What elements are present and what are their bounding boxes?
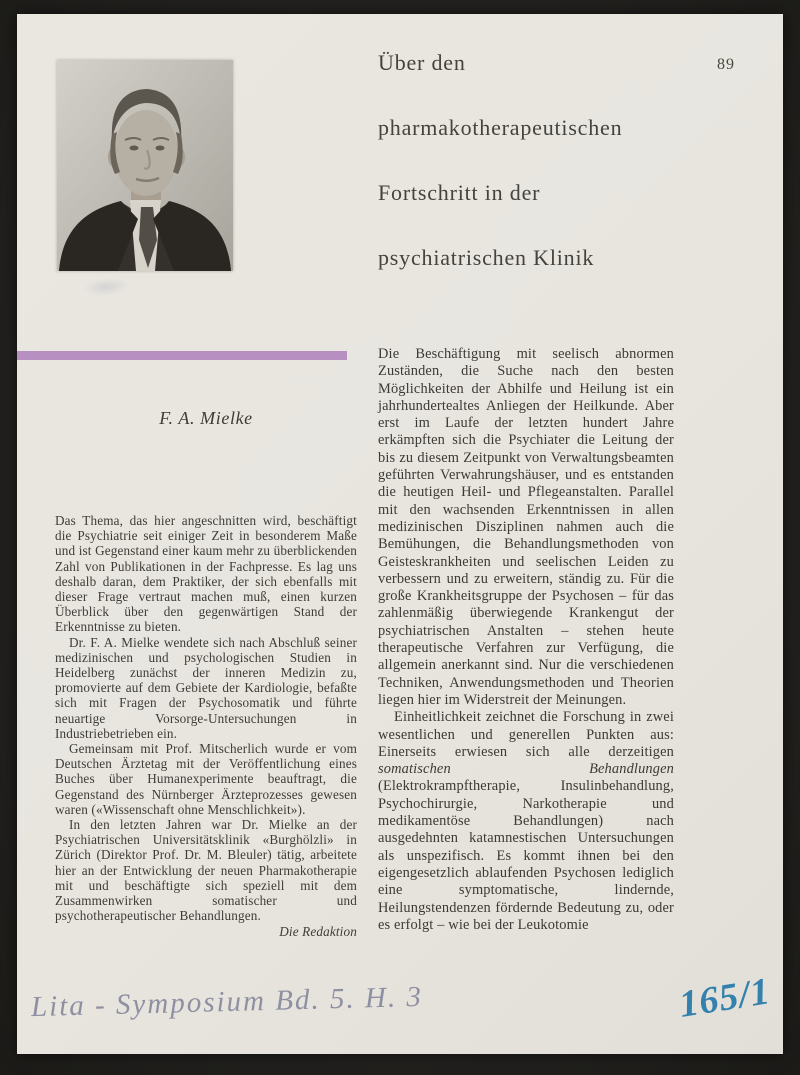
article-text-emphasis: somatischen Behandlungen [378,761,674,778]
document-page [17,14,783,1054]
article-text-segment: (Elektrokrampftherapie, Insulinbehandlung, Psychochirurgie, Narkotherapie und medikamentöse Behandlungen) nach ausgedehnten katamnestischen Untersuchungen als unspezifisch. Es kommt ihnen bei den eigengesetzlich ablaufenden Psychosen lediglich eine symptomatische, lindernde, Heilungstendenzen fördernde Bedeutung zu, oder es erfolgt – wie bei der Leukotomie [378,778,674,933]
handwritten-shelf-mark: 165/1 [676,970,774,1026]
portrait-photo [57,60,233,271]
article-title-line: Fortschritt in der [378,180,541,205]
article-title-line: psychiatrischen Klinik [378,245,595,270]
editorial-column [55,513,357,940]
editorial-paragraph: Gemeinsam mit Prof. Mitscherlich wurde er vom Deutschen Ärztetag mit der Veröffentlichung eines Buches über Humanexperimente beauftragt, die Gegenstand des Nürnberger Ärzteprozesses gewesen waren («Wissenschaft ohne Menschlichkeit»). [55,741,357,817]
article-text-segment: Einheitlichkeit zeichnet die Forschung in zwei wesentlichen und generellen Punkten aus: Einerseits erwiesen sich alle derzeitigen [378,709,674,760]
pencil-smudge [82,276,130,299]
editorial-signature: Die Redaktion [279,924,357,940]
accent-bar [17,351,347,360]
article-title [378,50,708,310]
article-paragraph: Die Beschäftigung mit seelisch abnormen Zuständen, die Suche nach den besten Möglichkeiten der Abhilfe und Heilung ist ein jahrhundertealtes Anliegen der Heilkunde. Aber erst im Laufe der letzten hundert Jahre erkämpften sich die Psychiater die Leitung der bis zu diesem Zeitpunkt von Verwaltungsbeamten geführten Verwahrungshäuser, und es entstanden die heutigen Heil- und Pflegeanstalten. Parallel mit den wachsenden Erkenntnissen in allen medizinischen Disziplinen nahmen auch die Bemühungen, die Behandlungsmethoden von Geisteskrankheiten und seelischen Leiden zu verbessern und zu erweitern, ständig zu. Für die große Krankheitsgruppe der Psychosen – für das zahlenmäßig überwiegende Krankengut der psychiatrischen Anstalten – stehen heute therapeutische Verfahren zur Verfügung, die allgemein anerkannt sind. Nur die verschiedenen Techniken, Anwendungsmethoden und Theorien liegen hier im Widerstreit der Meinungen. [378,346,674,708]
editorial-paragraph: Das Thema, das hier angeschnitten wird, beschäftigt die Psychiatrie seit einiger Zeit in besonderem Maße und ist Gegenstand einer kaum mehr zu überblickenden Zahl von Publikationen in der Fachpresse. Es lag uns deshalb daran, dem Praktiker, der sich ebenfalls mit dieser Frage vertraut machen muß, einen kurzen Überblick über den gegenwärtigen Stand der Erkenntnisse zu bieten. [55,513,357,635]
article-title-line: pharmakotherapeutischen [378,115,623,140]
handwritten-annotation: Lita - Symposium Bd. 5. H. 3 [30,980,424,1024]
portrait-photo-illustration [57,60,233,271]
editorial-paragraph: Dr. F. A. Mielke wendete sich nach Abschluß seiner medizinischen und psychologischen Studien in Heidelberg zunächst der inneren Medizin zu, promovierte auf dem Gebiete der Kardiologie, befaßte sich mit Fragen der Psychosomatik und führte neuartige Vorsorge-Untersuchungen in Industriebetrieben ein. [55,634,357,741]
page-number: 89 [717,56,735,73]
editorial-paragraph: In den letzten Jahren war Dr. Mielke an der Psychiatrischen Universitätsklinik «Burghölzli» in Zürich (Direktor Prof. Dr. M. Bleuler) tätig, arbeitete hier an der Entwicklung der neuen Pharmakotherapie mit und beschäftigte sich speziell mit dem Zusammenwirken somatischer und psychotherapeutischer Behandlungen. [55,817,357,924]
article-title-line: Über den [378,50,466,75]
article-body-column [378,346,674,934]
author-name: F. A. Mielke [159,408,253,428]
article-paragraph [378,709,674,934]
